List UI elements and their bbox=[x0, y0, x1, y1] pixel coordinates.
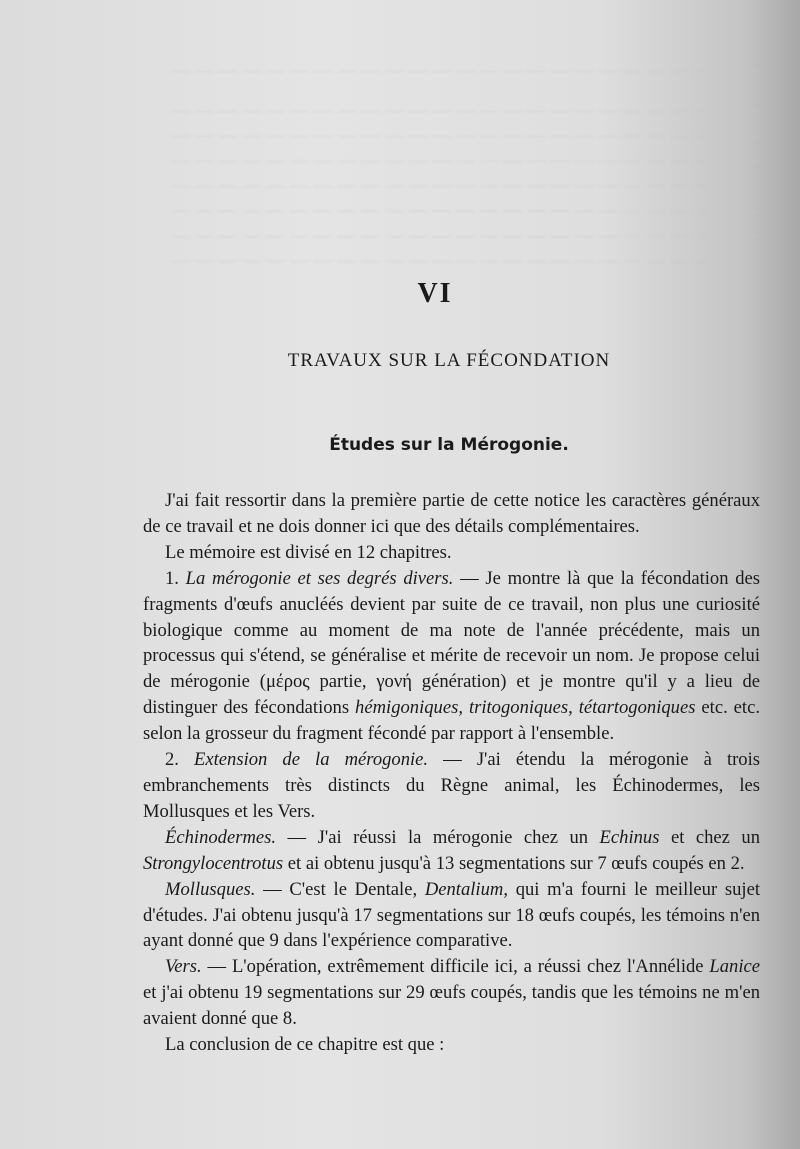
bleed-through-decoration: — — — — — — — — — — — — — — — — — — — — — — — — — bbox=[171, 175, 760, 196]
text-run: — C'est le Dentale, bbox=[255, 878, 425, 900]
text-run: 1. bbox=[165, 567, 186, 589]
bleed-through-decoration: — — — — — — — — — — — — — — — — — — — — — — — — — bbox=[171, 60, 760, 81]
text-run: La conclusion de ce chapitre est que : bbox=[165, 1034, 445, 1056]
text-run: 2. bbox=[165, 749, 195, 771]
text-run: J'ai fait ressortir dans la première partie de cette notice les caractères généraux de ce travail et ne dois donner ici que des détails complémentaires. bbox=[143, 490, 760, 537]
subsection-title: Études sur la Mérogonie. bbox=[329, 435, 569, 455]
text-run: etc. etc. selon la grosseur du fragment fécondé par rapport à l'ensemble. bbox=[143, 697, 760, 745]
text-run: , qui m'a fourni le meilleur sujet d'études. J'ai obtenu jusqu'à 17 segmentations sur 18 œufs coupés, les témoins n'en ayant donné que 9 dans l'expérience comparative. bbox=[143, 878, 760, 952]
text-run: — J'ai réussi la mérogonie chez un bbox=[276, 826, 600, 848]
text-run: et j'ai obtenu 19 segmentations sur 29 œufs coupés, tandis que les témoins ne m'en avaient donné que 8. bbox=[143, 982, 760, 1030]
italic-text: Échinodermes. bbox=[165, 826, 277, 848]
paragraph bbox=[143, 825, 760, 877]
italic-text: Echinus bbox=[599, 826, 660, 848]
bleed-through-decoration: — — — — — — — — — — — — — — — — — — — — — — — — — bbox=[171, 100, 760, 121]
text-run: et chez un bbox=[659, 826, 761, 848]
paragraph bbox=[143, 488, 760, 540]
body-text bbox=[143, 488, 760, 1058]
bleed-through-decoration: — — — — — — — — — — — — — — — — — — — — — — — — — bbox=[171, 225, 760, 246]
paragraph bbox=[143, 747, 760, 825]
paragraph bbox=[143, 1032, 760, 1058]
paragraph bbox=[143, 877, 760, 955]
chapter-number: VI bbox=[417, 278, 453, 309]
paragraph bbox=[143, 540, 760, 566]
text-run: — Je montre là que la fécondation des fragments d'œufs anucléés devient par suite de ce travail, non plus une curiosité biologique comme au moment de ma note de l'année précédente, mais un processus qui s'étend, se généralise et mérite de recevoir un nom. Je propose celui de mérogonie (μέρος partie, γονή génération) et je montre qu'il y a lieu de distinguer des fécondations bbox=[143, 567, 760, 719]
paragraph bbox=[143, 566, 760, 747]
italic-text: Strongylocentrotus bbox=[143, 852, 284, 874]
italic-text: Mollusques. bbox=[165, 878, 256, 900]
italic-text: La mérogonie et ses degrés divers. bbox=[185, 567, 454, 589]
paragraph bbox=[143, 954, 760, 1032]
text-run: — J'ai étendu la mérogonie à trois embranchements très distincts du Règne animal, les Échinodermes, les Mollusques et les Vers. bbox=[143, 749, 761, 822]
italic-text: Dentalium bbox=[424, 878, 504, 900]
text-run: — L'opération, extrêmement difficile ici, a réussi chez l'Annélide bbox=[201, 956, 710, 978]
bleed-through-decoration: — — — — — — — — — — — — — — — — — — — — — — — — — bbox=[171, 125, 760, 146]
section-title: TRAVAUX SUR LA FÉCONDATION bbox=[287, 350, 611, 371]
italic-text: hémigoniques, tritogoniques, tétartogoniques bbox=[355, 697, 696, 719]
text-run: et ai obtenu jusqu'à 13 segmentations sur 7 œufs coupés en 2. bbox=[283, 852, 745, 874]
text-run: Le mémoire est divisé en 12 chapitres. bbox=[165, 541, 452, 563]
bleed-through-decoration: — — — — — — — — — — — — — — — — — — — — — — — — — bbox=[171, 200, 760, 221]
italic-text: Lanice bbox=[709, 956, 760, 978]
italic-text: Extension de la mérogonie. bbox=[194, 749, 429, 771]
italic-text: Vers. bbox=[165, 956, 202, 978]
bleed-through-decoration: — — — — — — — — — — — — — — — — — — — — — — — — — bbox=[171, 250, 760, 271]
bleed-through-decoration: — — — — — — — — — — — — — — — — — — — — — — — — — bbox=[171, 150, 760, 171]
